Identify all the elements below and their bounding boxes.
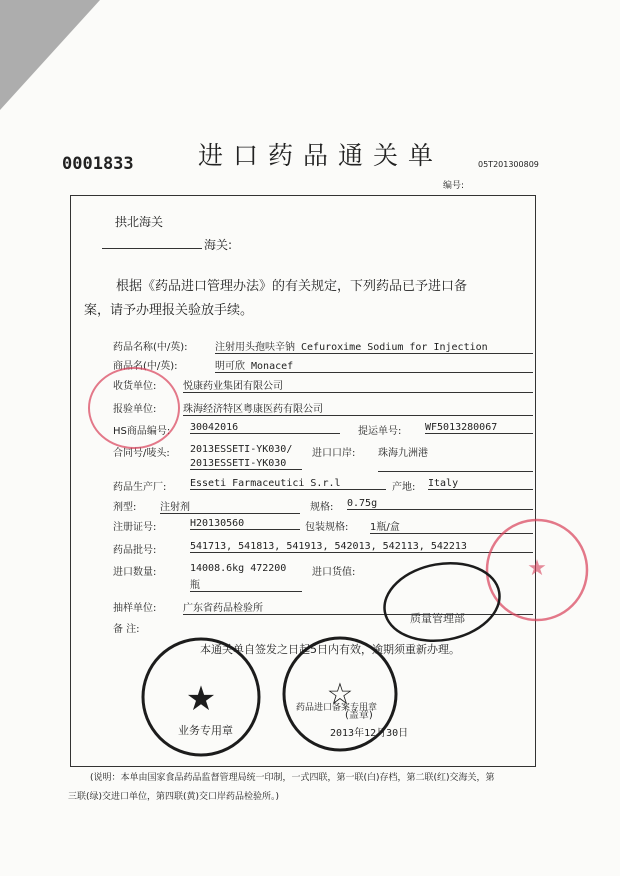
customs-suffix: 海关: [204,238,233,252]
bill-label: 提运单号: [358,426,402,437]
qty-value-1: 14008.6kg 472200 [190,563,287,574]
batch-value: 541713, 541813, 541913, 542013, 542113, 542213 [190,541,533,553]
sampling-label: 抽样单位: [113,603,157,614]
black-center-seal-text: 药品进口备案专用章 [296,703,378,713]
drug-name-value: 注射用头孢呋辛钠 Cefuroxime Sodium for Injection [215,338,533,354]
svg-text:★: ★ [527,556,547,581]
value-label: 进口货值: [312,567,356,578]
page-title: 进口药品通关单 [198,141,444,170]
trade-name-label: 商品名(中/英): [113,361,178,372]
black-left-seal-text: 业务专用章 [178,724,233,737]
reg-value: H20130560 [190,518,300,530]
manufacturer-value: Esseti Farmaceutici S.r.l [190,478,386,490]
spec-value: 0.75g [347,498,533,510]
pack-label: 包装规格: [305,522,349,533]
origin-value: Italy [428,478,533,490]
intro-line2: 案，请予办理报关验放手续。 [84,303,254,318]
black-official-seal-center [278,632,402,756]
inspection-value: 珠海经济特区粤康医药有限公司 [183,400,533,416]
hs-value: 30042016 [190,422,340,434]
contract-value-2: 2013ESSETI-YK030 [190,458,302,470]
hs-label: HS商品编号: [113,426,171,437]
manufacturer-label: 药品生产厂: [113,482,167,493]
qty-label: 进口数量: [113,567,157,578]
footer-line2: 三联(绿)交进口单位，第四联(黄)交口岸药品检验所。) [68,792,280,802]
batch-label: 药品批号: [113,545,157,556]
page-fold-corner [0,0,100,110]
drug-name-label: 药品名称(中/英): [113,342,188,353]
contract-label: 合同号/唛头: [113,448,170,459]
reg-label: 注册证号: [113,522,157,533]
form-label: 剂型: [113,502,137,513]
seal-note: (盖章) [345,710,373,721]
serial-number: 0001833 [62,154,134,174]
inspection-label: 报验单位: [113,404,157,415]
svg-text:☆: ☆ [326,677,354,712]
svg-text:★: ★ [185,679,217,719]
remarks-label: 备 注: [113,624,140,635]
consignee-value: 悦康药业集团有限公司 [183,377,533,393]
form-value: 注射剂 [160,498,300,514]
consignee-label: 收货单位: [113,381,157,392]
sampling-value: 广东省药品检验所 [183,599,533,615]
port-value: 珠海九洲港 [378,444,533,472]
qty-value-2: 瓶 [190,576,302,592]
black-company-seal-text: 质量管理部 [410,612,465,625]
doc-code: 05T201300809 [478,160,539,169]
validity-note: 本通关单自签发之日起5日内有效，逾期须重新办理。 [200,643,460,656]
red-company-seal-left [86,365,182,451]
pack-value: 1瓶/盒 [370,518,533,534]
footer-line1: (说明：本单由国家食品药品监督管理局统一印制，一式四联，第一联(白)存档，第二联(红)交海关，第 [90,773,495,783]
origin-label: 产地: [392,482,416,493]
black-official-seal-left [136,632,266,762]
customs-name: 拱北海关 [115,215,164,229]
trade-name-value: 明可欣 Monacef [215,357,533,373]
contract-value-1: 2013ESSETI-YK030/ [190,444,293,455]
customs-blank [102,248,202,249]
issue-date: 2013年12月30日 [330,728,409,739]
bill-value: WF5013280067 [425,422,533,434]
spec-label: 规格: [310,502,334,513]
number-label: 编号: [443,181,465,191]
port-label: 进口口岸: [312,448,356,459]
intro-line1: 根据《药品进口管理办法》的有关规定，下列药品已予进口备 [116,279,468,294]
